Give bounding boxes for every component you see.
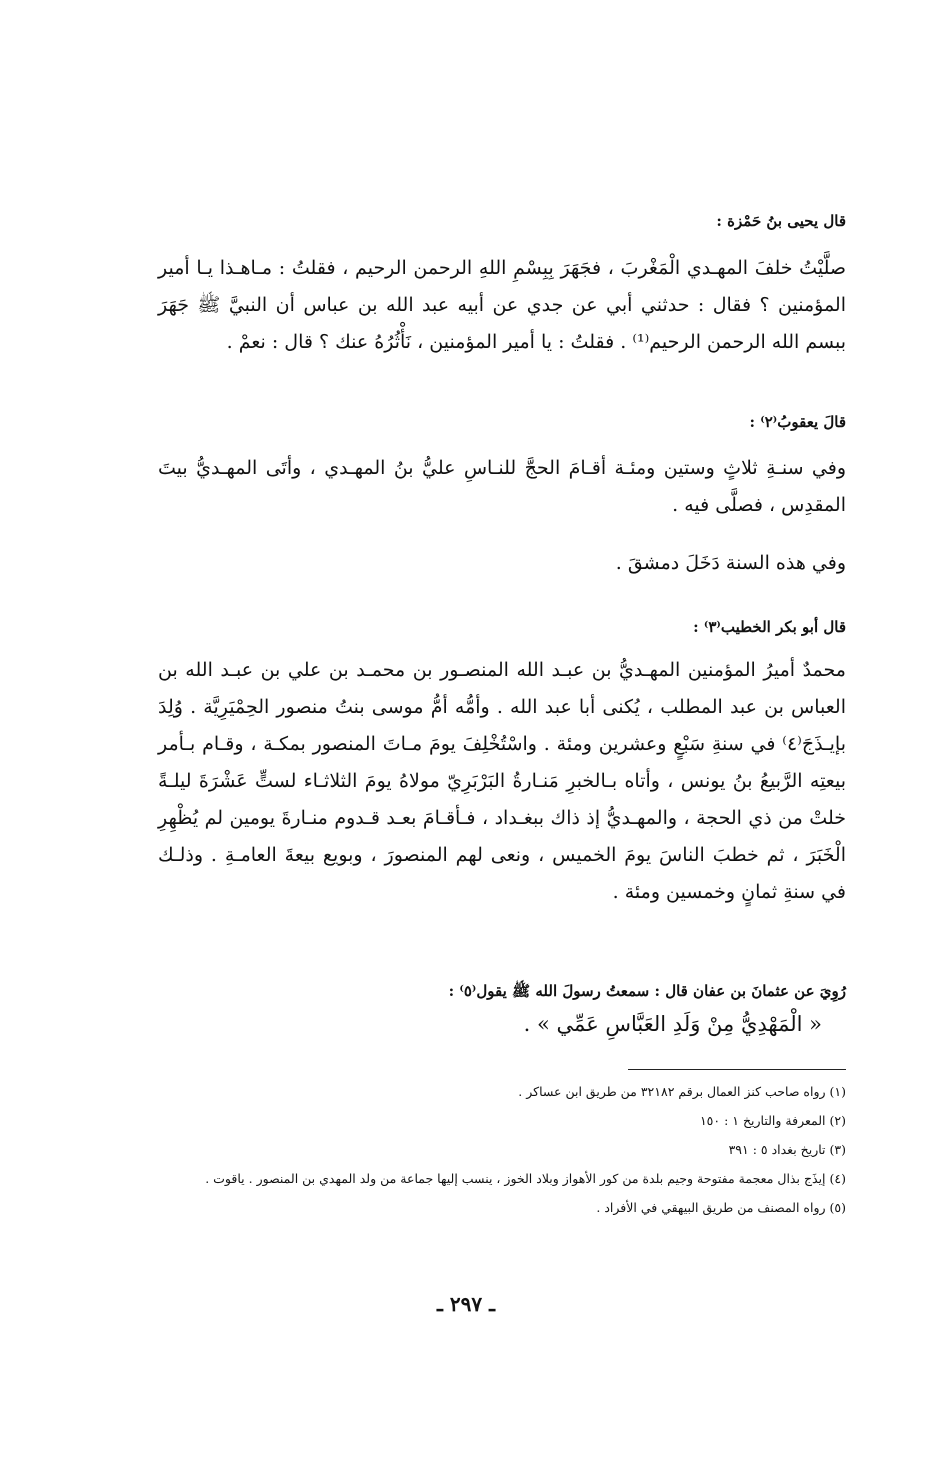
section-body-khatib [158,652,846,911]
paragraph: وفي سنـةِ ثلاثٍ وستين ومئـة أقـامَ الحجَّ للنـاسِ عليُّ بنُ المهـدي ، وأتَى المهـديُّ بيتَ المقدِس ، فصلَّى فيه . [158,457,846,516]
footnote-2: (٢) المعرفة والتاريخ ١ : ١٥٠ [699,1113,846,1128]
hadith-quote: « الْمَهْدِيُّ مِنْ وَلَدِ العَبَّاسِ عَمِّي » . [523,1012,822,1036]
footnote-5: (٥) رواه المصنف من طريق البيهقي في الأفراد . [596,1200,846,1215]
section-body-yaqub-2 [158,545,846,582]
paragraph: محمدٌ أميرُ المؤمنين المهـديُّ بن عبـد الله المنصـور بن محمـد بن علي بن عبـد الله بن العباس بن عبد المطلب ، يُكنى أبا عبد الله . وأمُّه أمُّ موسى بنتُ منصور الحِمْيَرِيَّة . وُلِدَ بإيـذَجَ⁽٤⁾ في سنةِ سَبْعٍ وعشرين ومئة . واسْتُخْلِفَ يومَ مـاتَ المنصور بمكـة ، وقـام بـأمر بيعتِه الرَّبيعُ بنُ يونس ، وأتاه بـالخبرِ مَنـارةُ البَرْبَرِيّ مولاهُ يومَ الثلاثـاء لستٍّ عَشْرَةَ ليلـةً خلتْ من ذي الحجة ، والمهـديُّ إذ ذاك ببغـداد ، فـأقـامَ بعـد قـدوم منـارةَ يومين لم يُظْهِرِ الْخَبَرَ ، ثم خطبَ الناسَ يومَ الخميس ، ونعى لهم المنصورَ ، وبويع بيعةَ العامـةِ . وذلـك في سنةِ ثمانٍ وخمسين ومئة . [158,659,846,903]
page-number: ـ ٢٩٧ ـ [437,1292,495,1316]
footnotes [158,1077,846,1222]
section-heading-yaqub: قالَ يعقوبُ⁽٢⁾ : [749,413,846,431]
section-body-yaqub [158,450,846,524]
footnote-divider [628,1069,846,1070]
section-heading-khatib: قال أبو بكر الخطيب⁽٣⁾ : [693,618,846,636]
hadith-intro: رُوِيَ عن عثمانَ بن عفان قال : سمعتُ رسولَ الله ﷺ يقول⁽٥⁾ : [448,982,846,1000]
footnote-4: (٤) إيذَج بذال معجمة مفتوحة وجيم بلدة من كور الأهواز وبلاد الخوز ، ينسب إليها جماعة من ولد المهدي بن المنصور . ياقوت . [205,1171,846,1186]
section-heading-yahya: قال يحيى بنُ حَمْزة : [716,212,846,230]
paragraph: صلَّيْتُ خلفَ المهـدي الْمَغْربَ ، فجَهَرَ بِبِسْمِ اللهِ الرحمن الرحيم ، فقلتُ : مـاهـذا يـا أمير المؤمنين ؟ فقال : حدثني أبي عن جدي عن أبيه عبد الله بن عباس أن النبيَّ ﷺ جَهَرَ ببسم الله الرحمن الرحيم⁽¹⁾ . فقلتُ : يا أمير المؤمنين ، نَأْثُرُهُ عنك ؟ قال : نعمْ . [158,257,846,353]
footnote-1: (١) رواه صاحب كنز العمال برقم ٣٢١٨٢ من طريق ابن عساكر . [518,1084,846,1099]
footnote-3: (٣) تاريخ بغداد ٥ : ٣٩١ [728,1142,846,1157]
section-body-yahya [158,250,846,361]
paragraph: وفي هذه السنة دَخَلَ دمشقَ . [615,552,846,574]
